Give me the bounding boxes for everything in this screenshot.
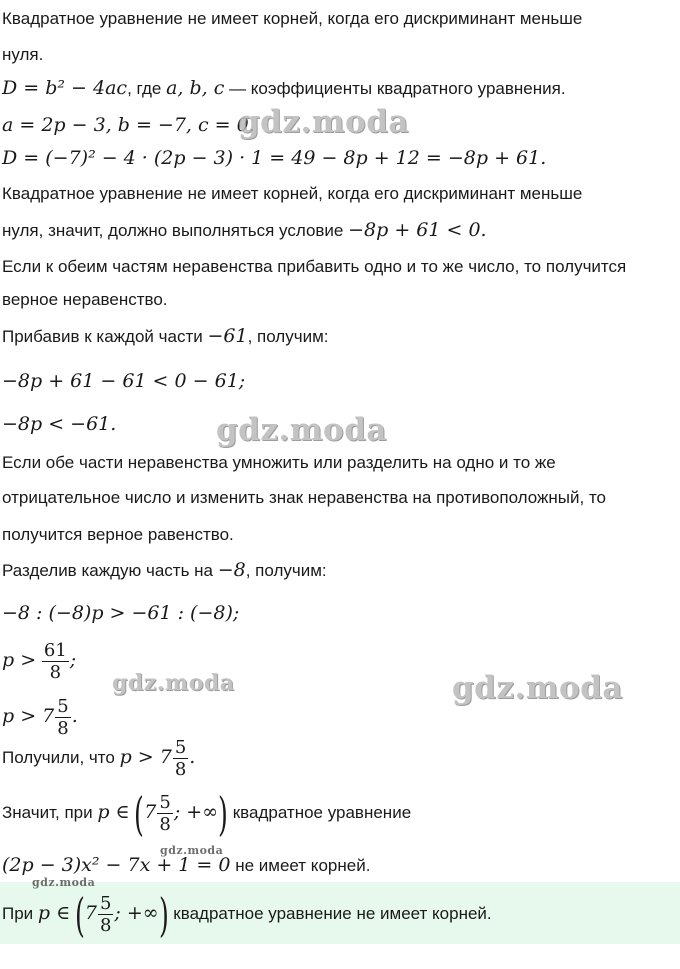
text-line: Если обе части неравенства умножить или разделить на одно и то же bbox=[2, 453, 556, 472]
text-fragment: не имеет корней. bbox=[230, 856, 371, 875]
text-fragment: , получим: bbox=[245, 561, 327, 580]
math-expression: −8 : (−8)p > −61 : (−8); bbox=[2, 602, 240, 624]
math-expression: D = (−7)² − 4 · (2p − 3) · 1 = 49 − 8p + 12 = −8p + 61. bbox=[2, 147, 547, 169]
math-expression: p > 7 bbox=[119, 746, 172, 768]
text-line bbox=[2, 219, 487, 242]
text-fragment: Разделив каждую часть на bbox=[2, 561, 218, 580]
text-line: Значит, при p ∈ (7 $\frac{5}{8}$ ; +∞) квадратное уравнение bbox=[2, 786, 412, 841]
fraction: $\frac{5}{8}$ bbox=[57, 696, 69, 740]
text-line bbox=[2, 325, 329, 348]
answer-line: При p ∈ (7 $\frac{5}{8}$ ; +∞) квадратное уравнение не имеет корней. bbox=[2, 887, 492, 942]
answer-box bbox=[0, 882, 680, 944]
text-line bbox=[2, 370, 245, 393]
text-line: нуля. bbox=[2, 45, 44, 64]
text-fragment: Прибавив к каждой части bbox=[2, 327, 208, 346]
text-line bbox=[2, 854, 370, 877]
text-fragment: Значит, при bbox=[2, 803, 98, 822]
math-expression: p ∈ bbox=[37, 902, 71, 924]
text-line: верное неравенство. bbox=[2, 290, 168, 309]
watermark: gdz.moda bbox=[160, 844, 224, 857]
math-expression: D = b² − 4ac bbox=[2, 77, 128, 99]
text-fragment: , где bbox=[127, 79, 167, 98]
math-expression: p > bbox=[2, 649, 37, 671]
math-expression: p > 7 bbox=[2, 705, 55, 727]
watermark: gdz.moda bbox=[112, 670, 235, 696]
math-expression: p ∈ bbox=[97, 801, 130, 823]
math-expression: a = 2p − 3, b = −7, c = 0. bbox=[2, 114, 255, 136]
text-line bbox=[2, 147, 546, 170]
math-expression: −8p + 61 − 61 < 0 − 61; bbox=[2, 370, 246, 392]
text-line bbox=[2, 559, 327, 582]
fraction: $\frac{5}{8}$ bbox=[174, 737, 187, 781]
math-expression: a, b, c bbox=[166, 77, 225, 99]
watermark: gdz.moda bbox=[238, 104, 409, 140]
text-line bbox=[2, 602, 239, 625]
math-expression: −8p < −61. bbox=[2, 413, 117, 435]
fraction: $\frac{61}{8}$ bbox=[43, 640, 67, 684]
math-expression: −8 bbox=[217, 559, 246, 581]
text-line: Если к обеим частям неравенства прибавить одно и то же число, то получится bbox=[2, 257, 627, 276]
fraction: $\frac{5}{8}$ bbox=[99, 893, 112, 937]
text-line bbox=[2, 114, 255, 137]
text-line: p > 7 $\frac{5}{8}$ . bbox=[2, 696, 78, 740]
math-expression: −8p + 61 < 0. bbox=[348, 219, 487, 241]
watermark: gdz.moda bbox=[216, 412, 387, 448]
text-fragment: При bbox=[2, 904, 38, 923]
text-line: получится верное равенство. bbox=[2, 525, 234, 544]
fraction: $\frac{5}{8}$ bbox=[159, 792, 171, 836]
text-fragment: — коэффициенты квадратного уравнения. bbox=[224, 79, 566, 98]
text-line: Квадратное уравнение не имеет корней, когда его дискриминант меньше bbox=[2, 9, 583, 28]
math-expression: (2p − 3)x² − 7x + 1 = 0 bbox=[2, 854, 231, 876]
text-line bbox=[2, 413, 116, 436]
text-fragment: Получили, что bbox=[2, 748, 120, 767]
text-fragment: квадратное уравнение bbox=[228, 803, 412, 822]
text-line: p > $\frac{61}{8}$ ; bbox=[2, 640, 77, 684]
text-fragment: нуля, значит, должно выполняться условие bbox=[2, 221, 349, 240]
text-line: Получили, что p > 7 $\frac{5}{8}$ . bbox=[2, 737, 196, 781]
text-line: Квадратное уравнение не имеет корней, когда его дискриминант меньше bbox=[2, 184, 583, 203]
math-expression: −61 bbox=[207, 325, 248, 347]
text-line: отрицательное число и изменить знак неравенства на противоположный, то bbox=[2, 488, 607, 507]
text-fragment: квадратное уравнение не имеет корней. bbox=[168, 904, 492, 923]
watermark: gdz.moda bbox=[452, 670, 623, 706]
text-fragment: , получим: bbox=[247, 327, 329, 346]
text-line bbox=[2, 77, 566, 100]
watermark: gdz.moda bbox=[32, 876, 96, 889]
